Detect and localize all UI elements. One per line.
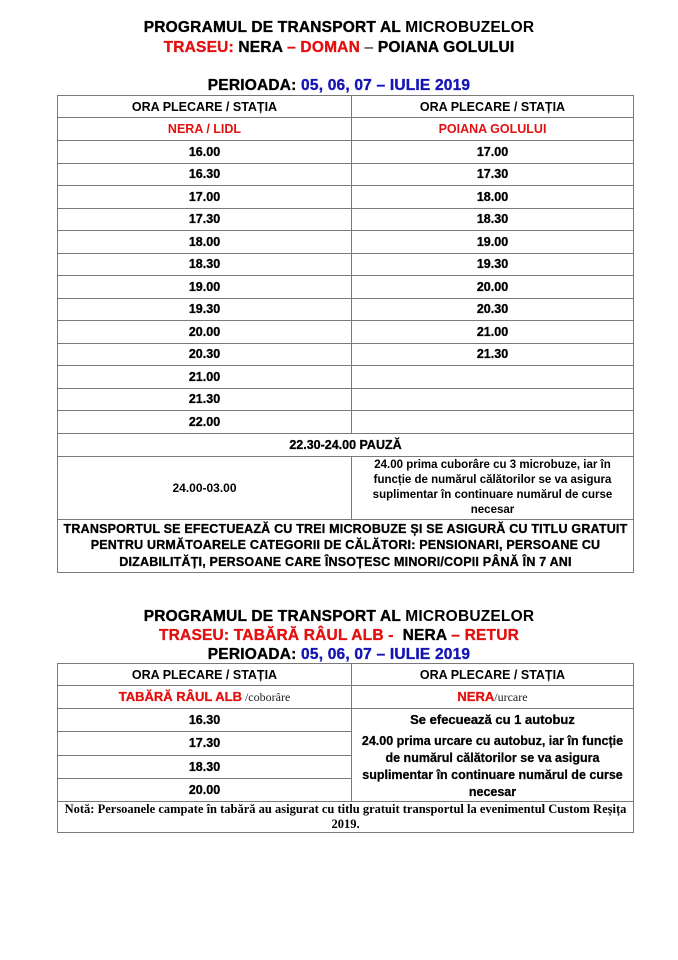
departure-time: 17.00	[58, 186, 352, 209]
station-name: POIANA GOLULUI	[352, 118, 634, 141]
schedule2-route	[0, 626, 678, 645]
table-row	[58, 343, 634, 366]
night-interval: 24.00-03.00	[58, 456, 352, 519]
schedule1-period	[0, 76, 678, 96]
table-row	[58, 141, 634, 164]
table-header-row	[58, 664, 634, 686]
route-separator: –	[451, 627, 461, 644]
table-row	[58, 709, 634, 732]
departure-time: 16.30	[58, 163, 352, 186]
departure-time: 21.30	[58, 388, 352, 411]
station-row	[58, 118, 634, 141]
departure-time: 20.30	[352, 298, 634, 321]
schedule2-title-block	[0, 607, 678, 664]
table-row	[58, 253, 634, 276]
station-cell	[352, 686, 634, 709]
departure-time-empty	[352, 366, 634, 389]
table-row	[58, 321, 634, 344]
schedule1-route	[0, 38, 678, 58]
departure-time: 19.30	[352, 253, 634, 276]
free-transport-note: TRANSPORTUL SE EFECTUEAZĂ CU TREI MICROBUZE ȘI SE ASIGURĂ CU TITLU GRATUIT PENTRU URMĂTOARELE CATEGORII DE CĂLĂTORI: PENSIONARI, PERSOANE CU DIZABILITĂȚI, PERSOANE CARE ÎNSOȚESC MINORI/COPII PÂNĂ ÎN 7 ANI	[58, 519, 634, 572]
heading-text-tail: MICROBUZELOR	[405, 608, 535, 625]
table-row	[58, 231, 634, 254]
schedule2-period	[0, 645, 678, 664]
departure-time: 19.00	[352, 231, 634, 254]
route-stop: NERA	[402, 627, 447, 644]
station-cell	[58, 686, 352, 709]
period-value: 05, 06, 07 – IULIE 2019	[301, 646, 471, 663]
column-header: ORA PLECARE / STAȚIA	[58, 96, 352, 118]
station-name: NERA / LIDL	[58, 118, 352, 141]
table-row	[58, 163, 634, 186]
departure-time: 22.00	[58, 411, 352, 434]
night-description: 24.00 prima cuborâre cu 3 microbuze, iar în funcție de numărul călătorilor se va asigura suplimentar în continuare numărul de curse necesar	[352, 456, 634, 519]
departure-time: 18.30	[58, 253, 352, 276]
note-row	[58, 802, 634, 833]
route-separator: –	[287, 39, 296, 56]
period-value: 05, 06, 07 – IULIE 2019	[301, 77, 471, 94]
departure-time: 17.30	[352, 163, 634, 186]
departure-time: 19.30	[58, 298, 352, 321]
column-header: ORA PLECARE / STAȚIA	[352, 664, 634, 686]
station-row	[58, 686, 634, 709]
table-row	[58, 411, 634, 434]
station-note: /coborâre	[241, 690, 291, 704]
table-row	[58, 186, 634, 209]
departure-time: 17.30	[58, 208, 352, 231]
departure-time: 21.00	[58, 366, 352, 389]
table-row	[58, 276, 634, 299]
schedule2-table	[57, 663, 634, 833]
heading-text: PROGRAMUL DE TRANSPORT AL	[143, 608, 406, 625]
departure-time: 20.00	[352, 276, 634, 299]
heading-text: PROGRAMUL DE TRANSPORT AL	[143, 19, 406, 36]
route-label: TRASEU: TABĂRĂ RÂUL ALB -	[158, 627, 394, 644]
pause-text: 22.30-24.00 PAUZĂ	[58, 433, 634, 456]
departure-time: 16.30	[58, 709, 352, 732]
departure-time: 21.30	[352, 343, 634, 366]
night-row	[58, 456, 634, 519]
heading-text-tail: MICROBUZELOR	[405, 19, 535, 36]
departure-time-empty	[352, 388, 634, 411]
route-stop: NERA	[238, 39, 283, 56]
pause-row	[58, 433, 634, 456]
period-label: PERIOADA:	[207, 77, 297, 94]
route-direction: RETUR	[464, 627, 520, 644]
period-label: PERIOADA:	[207, 646, 297, 663]
table-row	[58, 388, 634, 411]
departure-time: 18.00	[352, 186, 634, 209]
bus-count-info: Se efecuează cu 1 autobuz	[410, 712, 575, 727]
column-header: ORA PLECARE / STAȚIA	[352, 96, 634, 118]
station-note: /urcare	[494, 690, 528, 704]
table-row	[58, 298, 634, 321]
schedule1-title-block	[0, 18, 678, 58]
table-row	[58, 208, 634, 231]
schedule1-table	[57, 95, 634, 573]
column-header: ORA PLECARE / STAȚIA	[58, 664, 352, 686]
station-name: TABĂRĂ RÂUL ALB	[118, 689, 242, 704]
departure-time: 18.30	[352, 208, 634, 231]
station-name: NERA	[457, 689, 495, 704]
route-separator: –	[364, 39, 374, 56]
return-info-cell	[352, 709, 634, 802]
departure-time: 20.00	[58, 321, 352, 344]
route-stop: POIANA GOLULUI	[377, 39, 515, 56]
schedule2-heading	[0, 607, 678, 626]
schedule1-heading	[0, 18, 678, 38]
route-stop: DOMAN	[300, 39, 360, 56]
table-row	[58, 366, 634, 389]
departure-time: 19.00	[58, 276, 352, 299]
departure-time: 16.00	[58, 141, 352, 164]
departure-time: 17.00	[352, 141, 634, 164]
departure-time: 20.30	[58, 343, 352, 366]
departure-time: 18.00	[58, 231, 352, 254]
table-header-row	[58, 96, 634, 118]
departure-time: 17.30	[58, 732, 352, 755]
camp-note: Notă: Persoanele campate în tabără au asigurat cu titlu gratuit transportul la evenimentul Custom Reșița 2019.	[58, 802, 634, 833]
departure-time-empty	[352, 411, 634, 434]
departure-time: 18.30	[58, 755, 352, 778]
departure-time: 20.00	[58, 778, 352, 801]
note-row	[58, 519, 634, 572]
departure-time: 21.00	[352, 321, 634, 344]
route-label: TRASEU:	[163, 39, 234, 56]
return-description: 24.00 prima urcare cu autobuz, iar în funcție de numărul călătorilor se va asigura suplimentar în continuare numărul de curse necesar	[361, 734, 624, 799]
